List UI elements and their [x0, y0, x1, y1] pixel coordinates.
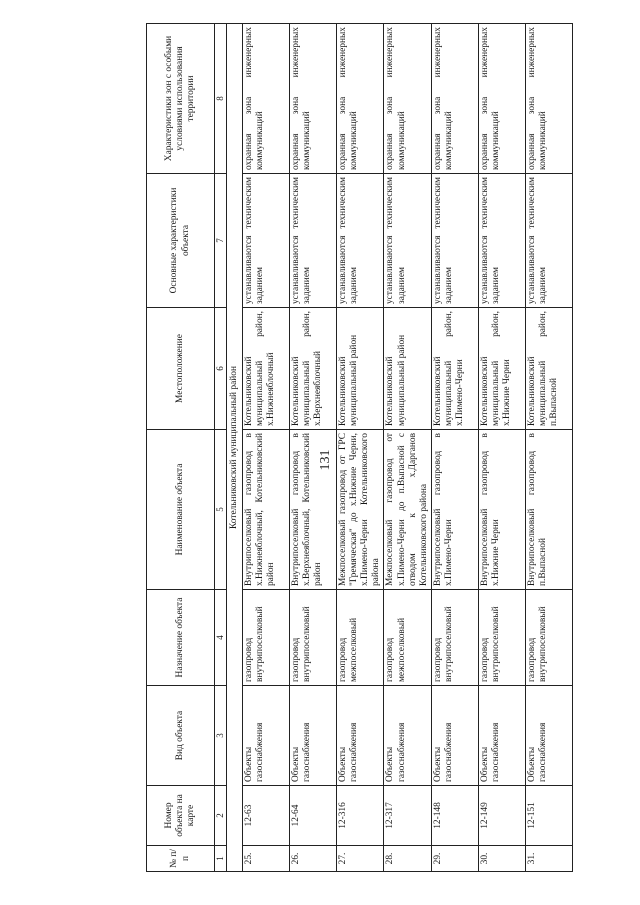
column-number: 3 [215, 686, 227, 786]
row-number: 30. [478, 846, 525, 872]
object-purpose: газопровод внутрипоселковый [243, 590, 290, 686]
object-name: Внутрипоселковый газопровод в х.Верхнеяблочный, Котельниковский район [290, 430, 337, 590]
object-type: Объекты газоснабжения [431, 686, 478, 786]
objects-table [146, 23, 573, 872]
row-number: 27. [337, 846, 384, 872]
object-code: 12-151 [525, 786, 572, 846]
object-characteristics: устанавливаются техническим заданием [243, 174, 290, 308]
table-row [431, 24, 478, 872]
object-type: Объекты газоснабжения [478, 686, 525, 786]
object-name: Межпоселковый газопровод от ГРС "Гремяческая" до х.Нижние Черни, х.Пимено-Черни Котельниковского района [337, 430, 384, 590]
header-cell: Основные характеристики объекта [147, 174, 215, 308]
row-number: 28. [384, 846, 431, 872]
object-purpose: газопровод внутрипоселковый [525, 590, 572, 686]
header-cell: Характеристики зон с особыми условиями использования территории [147, 24, 215, 174]
object-zones: охранная зона инженерных коммуникаций [337, 24, 384, 174]
row-number: 31. [525, 846, 572, 872]
header-cell: Номер объекта на карте [147, 786, 215, 846]
object-zones: охранная зона инженерных коммуникаций [525, 24, 572, 174]
object-code: 12-63 [243, 786, 290, 846]
header-cell: Вид объекта [147, 686, 215, 786]
column-number: 6 [215, 308, 227, 430]
object-code: 12-317 [384, 786, 431, 846]
header-cell: Местоположение [147, 308, 215, 430]
region-row [227, 24, 243, 872]
table-row [243, 24, 290, 872]
object-purpose: газопровод внутрипоселковый [478, 590, 525, 686]
object-location: Котельниковский муниципальный район, х.Пимено-Черни [431, 308, 478, 430]
object-location: Котельниковский муниципальный район, х.Верхнеяблочный [290, 308, 337, 430]
object-zones: охранная зона инженерных коммуникаций [243, 24, 290, 174]
table-row [384, 24, 431, 872]
object-code: 12-149 [478, 786, 525, 846]
header-cell: № п/п [147, 846, 215, 872]
object-location: Котельниковский муниципальный район, х.Нижнеяблочный [243, 308, 290, 430]
object-location: Котельниковский муниципальный район, х.Нижние Черни [478, 308, 525, 430]
header-cell: Назначение объекта [147, 590, 215, 686]
object-purpose: газопровод внутрипоселковый [290, 590, 337, 686]
header-cell: Наименование объекта [147, 430, 215, 590]
object-code: 12-64 [290, 786, 337, 846]
object-name: Межпоселковый газопровод от х.Пимено-Черни до п.Выпасной с отводом к х.Дарганов Котельниковского района [384, 430, 431, 590]
object-characteristics: устанавливаются техническим заданием [384, 174, 431, 308]
object-code: 12-316 [337, 786, 384, 846]
row-number: 26. [290, 846, 337, 872]
object-type: Объекты газоснабжения [290, 686, 337, 786]
object-code: 12-148 [431, 786, 478, 846]
column-number: 4 [215, 590, 227, 686]
table-row [525, 24, 572, 872]
object-purpose: газопровод внутрипоселковый [431, 590, 478, 686]
row-number: 25. [243, 846, 290, 872]
header-row [147, 24, 215, 872]
column-number: 7 [215, 174, 227, 308]
row-number: 29. [431, 846, 478, 872]
object-name: Внутрипоселковый газопровод в п.Выпасной [525, 430, 572, 590]
object-characteristics: устанавливаются техническим заданием [337, 174, 384, 308]
object-zones: охранная зона инженерных коммуникаций [431, 24, 478, 174]
object-name: Внутрипоселковый газопровод в х.Нижнеяблочный, Котельниковский район [243, 430, 290, 590]
object-zones: охранная зона инженерных коммуникаций [478, 24, 525, 174]
object-characteristics: устанавливаются техническим заданием [431, 174, 478, 308]
object-zones: охранная зона инженерных коммуникаций [384, 24, 431, 174]
object-characteristics: устанавливаются техническим заданием [525, 174, 572, 308]
object-location: Котельниковский муниципальный район [384, 308, 431, 430]
column-numbers-row [215, 24, 227, 872]
object-name: Внутрипоселковый газопровод в х.Пимено-Черни [431, 430, 478, 590]
rotated-table-container [146, 24, 560, 872]
object-name: Внутрипоселковый газопровод в х.Нижние Черни [478, 430, 525, 590]
column-number: 5 [215, 430, 227, 590]
object-location: Котельниковский муниципальный район, п.Выпасной [525, 308, 572, 430]
table-row [290, 24, 337, 872]
object-purpose: газопровод межпоселковый [337, 590, 384, 686]
column-number: 1 [215, 846, 227, 872]
object-characteristics: устанавливаются техническим заданием [290, 174, 337, 308]
region-title: Котельниковский муниципальный район [227, 24, 243, 872]
object-zones: охранная зона инженерных коммуникаций [290, 24, 337, 174]
object-type: Объекты газоснабжения [243, 686, 290, 786]
object-characteristics: устанавливаются техническим заданием [478, 174, 525, 308]
object-type: Объекты газоснабжения [337, 686, 384, 786]
page-number: 131 [318, 449, 333, 471]
object-purpose: газопровод межпоселковый [384, 590, 431, 686]
object-type: Объекты газоснабжения [525, 686, 572, 786]
table-row [478, 24, 525, 872]
object-type: Объекты газоснабжения [384, 686, 431, 786]
column-number: 2 [215, 786, 227, 846]
object-location: Котельниковский муниципальный район [337, 308, 384, 430]
column-number: 8 [215, 24, 227, 174]
table-row [337, 24, 384, 872]
